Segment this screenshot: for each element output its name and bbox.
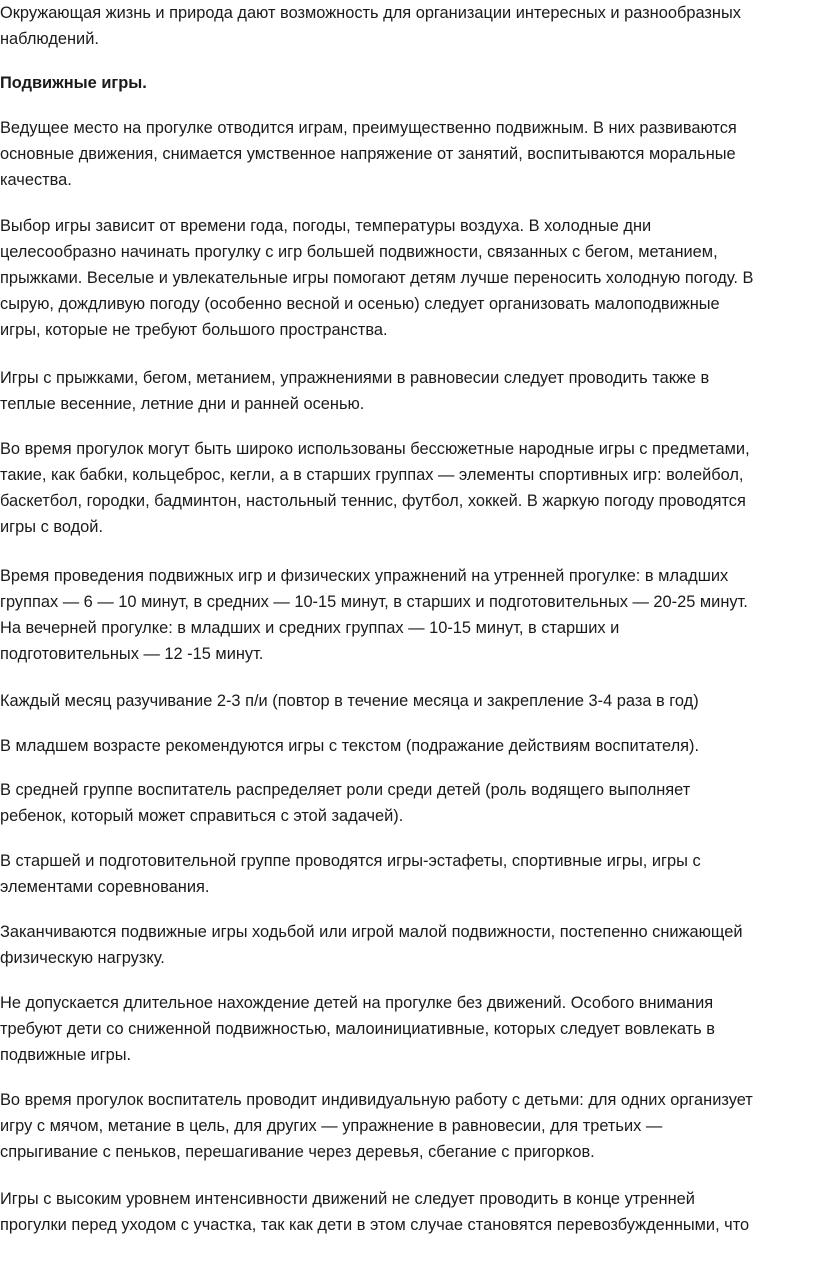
text-line: Ведущее место на прогулке отводится играм, преимущественно подвижным. В них развиваются (0, 119, 737, 137)
paragraph-duration (0, 563, 748, 667)
text-line: В старшей и подготовительной группе проводятся игры-эстафеты, спортивные игры, игры с (0, 852, 701, 870)
section-heading (0, 70, 147, 96)
text-line: группах — 6 — 10 минут, в средних — 10-15 минут, в старших и подготовительных — 20-25 минут. (0, 593, 748, 611)
text-line: подготовительных — 12 -15 минут. (0, 645, 264, 663)
text-line: игры с водой. (0, 518, 104, 536)
paragraph-intro (0, 0, 741, 52)
paragraph-ending-games (0, 919, 742, 971)
text-line: такие, как бабки, кольцеброс, кегли, а в старших группах — элементы спортивных игр: волейбол, (0, 466, 744, 484)
text-line: спрыгивание с пеньков, перешагивание через деревья, сбегание с пригорков. (0, 1143, 595, 1161)
text-line: Время проведения подвижных игр и физических упражнений на утренней прогулке: в младших (0, 567, 729, 585)
text-line: Не допускается длительное нахождение детей на прогулке без движений. Особого внимания (0, 994, 714, 1012)
paragraph-high-intensity (0, 1186, 749, 1238)
text-line: Игры с высоким уровнем интенсивности движений не следует проводить в конце утренней (0, 1190, 695, 1208)
text-line: игру с мячом, метание в цель, для других — упражнение в равновесии, для третьих — (0, 1117, 663, 1135)
text-line: Игры с прыжками, бегом, метанием, упражнениями в равновесии следует проводить также в (0, 369, 710, 387)
text-line: теплые весенние, летние дни и ранней осенью. (0, 395, 365, 413)
paragraph-folk-games (0, 436, 750, 540)
text-line: целесообразно начинать прогулку с игр большей подвижности, связанных с бегом, метанием, (0, 243, 718, 261)
paragraph-no-inactivity (0, 990, 715, 1068)
text-line: требуют дети со сниженной подвижностью, малоинициативные, которых следует вовлекать в (0, 1020, 715, 1038)
heading-text: Подвижные игры. (0, 74, 147, 92)
text-line: элементами соревнования. (0, 878, 210, 896)
text-line: прыжками. Веселые и увлекательные игры помогают детям лучше переносить холодную погоду. В (0, 269, 754, 287)
text-line: Во время прогулок могут быть широко использованы бессюжетные народные игры с предметами, (0, 440, 750, 458)
text-line: прогулки перед уходом с участка, так как дети в этом случае становятся перевозбужденными, что (0, 1216, 750, 1234)
text-line: Окружающая жизнь и природа дают возможность для организации интересных и разнообразных (0, 4, 741, 22)
text-line: Заканчиваются подвижные игры ходьбой или игрой малой подвижности, постепенно снижающей (0, 923, 743, 941)
text-line: сырую, дождливую погоду (особенно весной и осенью) следует организовать малоподвижные (0, 295, 720, 313)
text-line: игры, которые не требуют большого пространства. (0, 321, 388, 339)
text-line: В средней группе воспитатель распределяет роли среди детей (роль водящего выполняет (0, 781, 691, 799)
paragraph-game-choice (0, 213, 753, 343)
text-line: подвижные игры. (0, 1046, 132, 1064)
text-line: Выбор игры зависит от времени года, погоды, температуры воздуха. В холодные дни (0, 217, 652, 235)
text-line: основные движения, снимается умственное напряжение от занятий, воспитываются моральные (0, 145, 736, 163)
paragraph-middle-group (0, 777, 690, 829)
paragraph-warm-days (0, 365, 709, 417)
paragraph-leading-place (0, 115, 737, 193)
text-line: наблюдений. (0, 30, 99, 48)
paragraph-individual-work (0, 1087, 753, 1165)
paragraph-monthly (0, 688, 699, 714)
text-line: ребенок, который может справиться с этой задачей). (0, 807, 404, 825)
text-line: Во время прогулок воспитатель проводит индивидуальную работу с детьми: для одних организует (0, 1091, 753, 1109)
paragraph-senior-group (0, 848, 701, 900)
text-line: физическую нагрузку. (0, 949, 165, 967)
text-line: В младшем возрасте рекомендуются игры с текстом (подражание действиям воспитателя). (0, 737, 700, 755)
text-line: баскетбол, городки, бадминтон, настольный теннис, футбол, хоккей. В жаркую погоду проводятся (0, 492, 746, 510)
text-line: качества. (0, 171, 72, 189)
text-line: На вечерней прогулке: в младших и средних группах — 10-15 минут, в старших и (0, 619, 620, 637)
paragraph-younger-age (0, 733, 699, 759)
text-line: Каждый месяц разучивание 2-3 п/и (повтор в течение месяца и закрепление 3-4 раза в год) (0, 692, 699, 710)
